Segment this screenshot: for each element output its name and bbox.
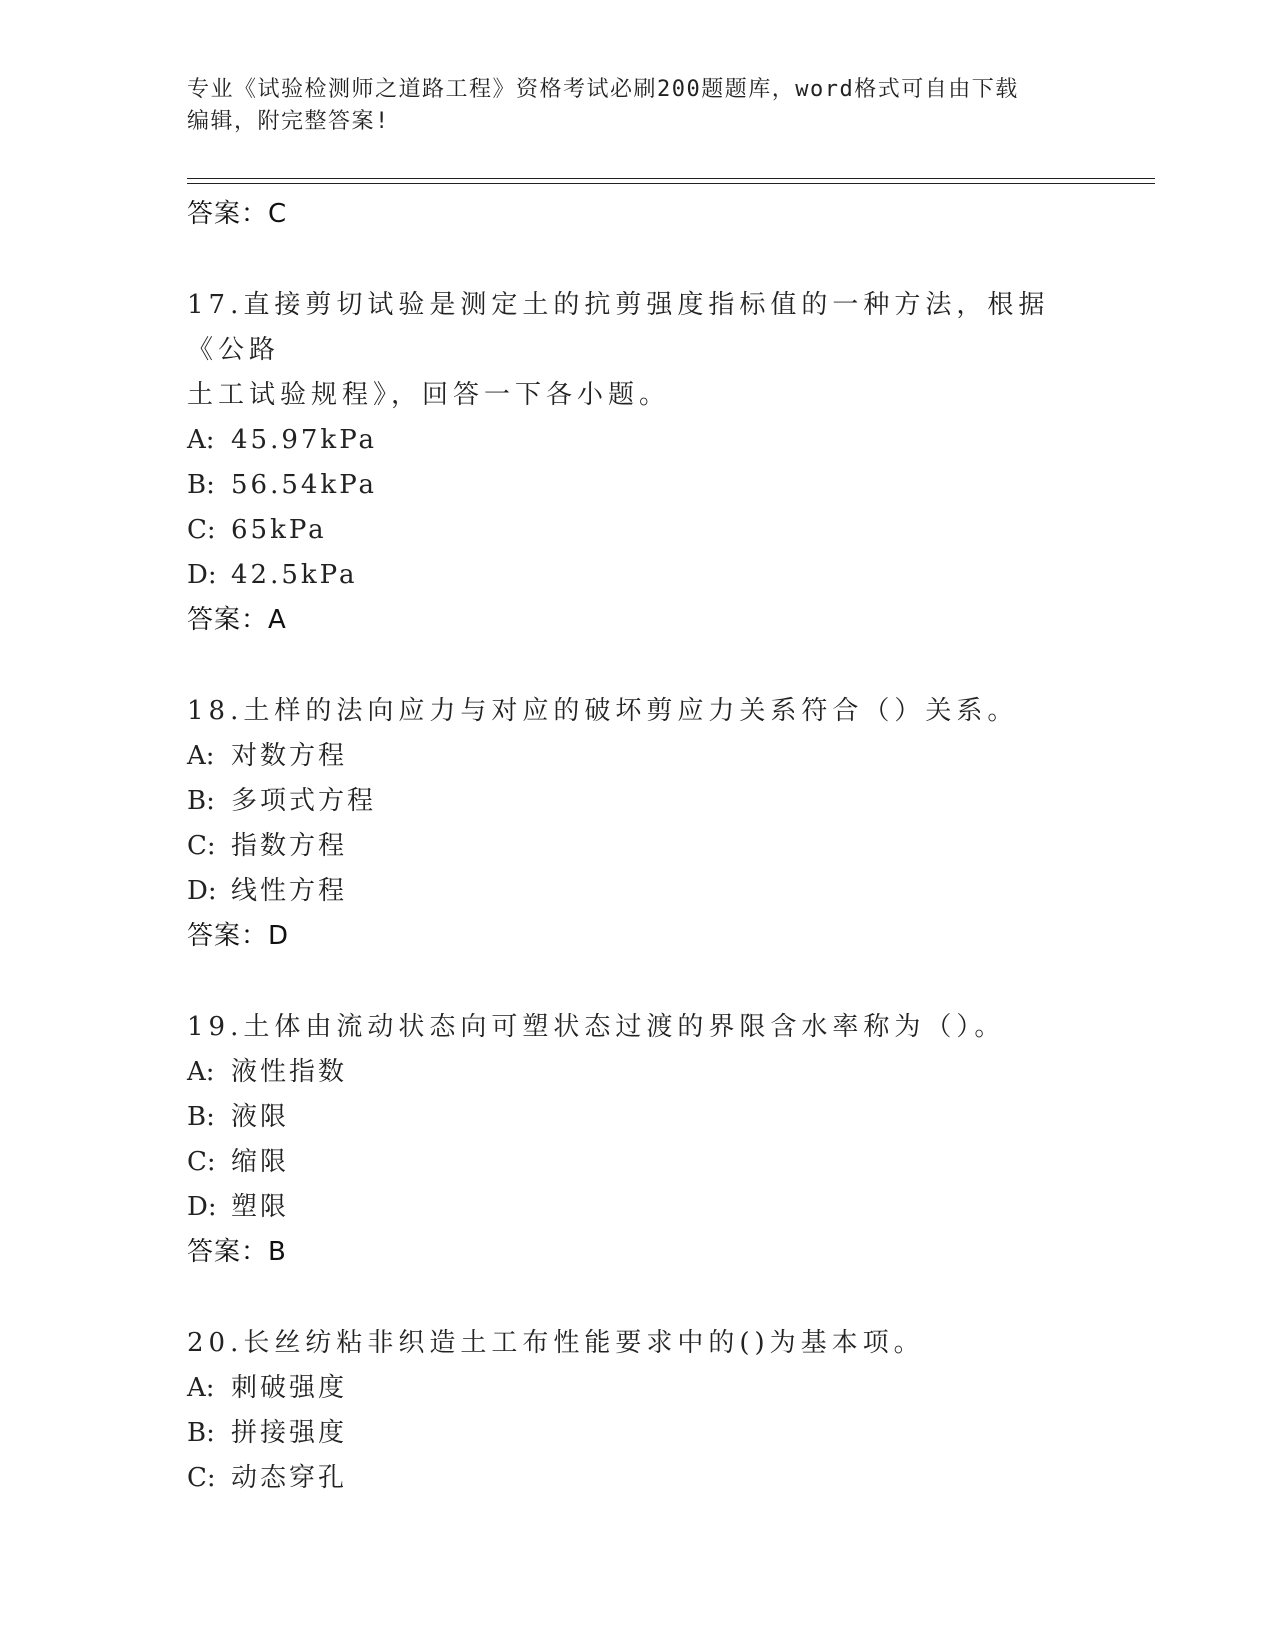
option-label: D: (187, 1192, 217, 1222)
question-20 (187, 1321, 1087, 1501)
header-line-2: 编辑，附完整答案! (187, 109, 390, 134)
option-text: 线性方程 (231, 876, 348, 906)
document-header (187, 74, 1067, 138)
question-text: 18.土样的法向应力与对应的破坏剪应力关系符合（）关系。 (187, 696, 1019, 726)
question-text: 20.长丝纺粘非织造土工布性能要求中的()为基本项。 (187, 1328, 925, 1358)
option-text: 45.97kPa (231, 425, 378, 455)
option-label: C: (187, 1147, 216, 1177)
answer-line: 答案：A (187, 605, 287, 635)
option-text: 65kPa (231, 515, 327, 545)
question-17 (187, 283, 1087, 643)
option-label: D: (187, 876, 217, 906)
option-c (187, 508, 1087, 553)
option-label: A: (187, 741, 215, 771)
option-d (187, 869, 1087, 914)
option-d (187, 1185, 1087, 1230)
option-text: 刺破强度 (231, 1373, 348, 1403)
answer-line: 答案：C (187, 199, 288, 229)
option-text: 42.5kPa (231, 560, 358, 590)
option-text: 液限 (231, 1102, 290, 1132)
question-text: 19.土体由流动状态向可塑状态过渡的界限含水率称为（）。 (187, 1012, 1006, 1042)
option-label: B: (187, 470, 215, 500)
option-text: 液性指数 (231, 1057, 348, 1087)
answer-line: 答案：D (187, 921, 290, 951)
option-label: D: (187, 560, 217, 590)
option-label: C: (187, 831, 216, 861)
option-label: A: (187, 1057, 215, 1087)
option-c (187, 824, 1087, 869)
header-line-1: 专业《试验检测师之道路工程》资格考试必刷200题题库，word格式可自由下载 (187, 77, 1019, 102)
option-a (187, 734, 1087, 779)
option-b (187, 463, 1087, 508)
option-label: C: (187, 515, 216, 545)
option-label: B: (187, 786, 215, 816)
header-divider-bottom (187, 183, 1155, 184)
question-list (187, 192, 1087, 1501)
option-text: 多项式方程 (231, 786, 377, 816)
option-text: 对数方程 (231, 741, 348, 771)
option-text: 动态穿孔 (231, 1463, 348, 1493)
question-18 (187, 689, 1087, 959)
option-label: B: (187, 1418, 215, 1448)
option-label: B: (187, 1102, 215, 1132)
question-text-continued: 土工试验规程》，回答一下各小题。 (187, 380, 671, 410)
option-c (187, 1456, 1087, 1501)
option-text: 缩限 (231, 1147, 290, 1177)
option-label: A: (187, 425, 215, 455)
option-c (187, 1140, 1087, 1185)
option-label: A: (187, 1373, 215, 1403)
option-a (187, 1366, 1087, 1411)
question-text: 17.直接剪切试验是测定土的抗剪强度指标值的一种方法，根据《公路 (187, 290, 1050, 365)
header-divider-top (187, 178, 1155, 179)
answer-line: 答案：B (187, 1237, 287, 1267)
option-text: 拼接强度 (231, 1418, 348, 1448)
option-label: C: (187, 1463, 216, 1493)
option-a (187, 1050, 1087, 1095)
option-text: 塑限 (231, 1192, 290, 1222)
option-b (187, 1095, 1087, 1140)
option-d (187, 553, 1087, 598)
question-19 (187, 1005, 1087, 1275)
option-text: 指数方程 (231, 831, 348, 861)
option-text: 56.54kPa (231, 470, 378, 500)
option-b (187, 779, 1087, 824)
option-b (187, 1411, 1087, 1456)
option-a (187, 418, 1087, 463)
